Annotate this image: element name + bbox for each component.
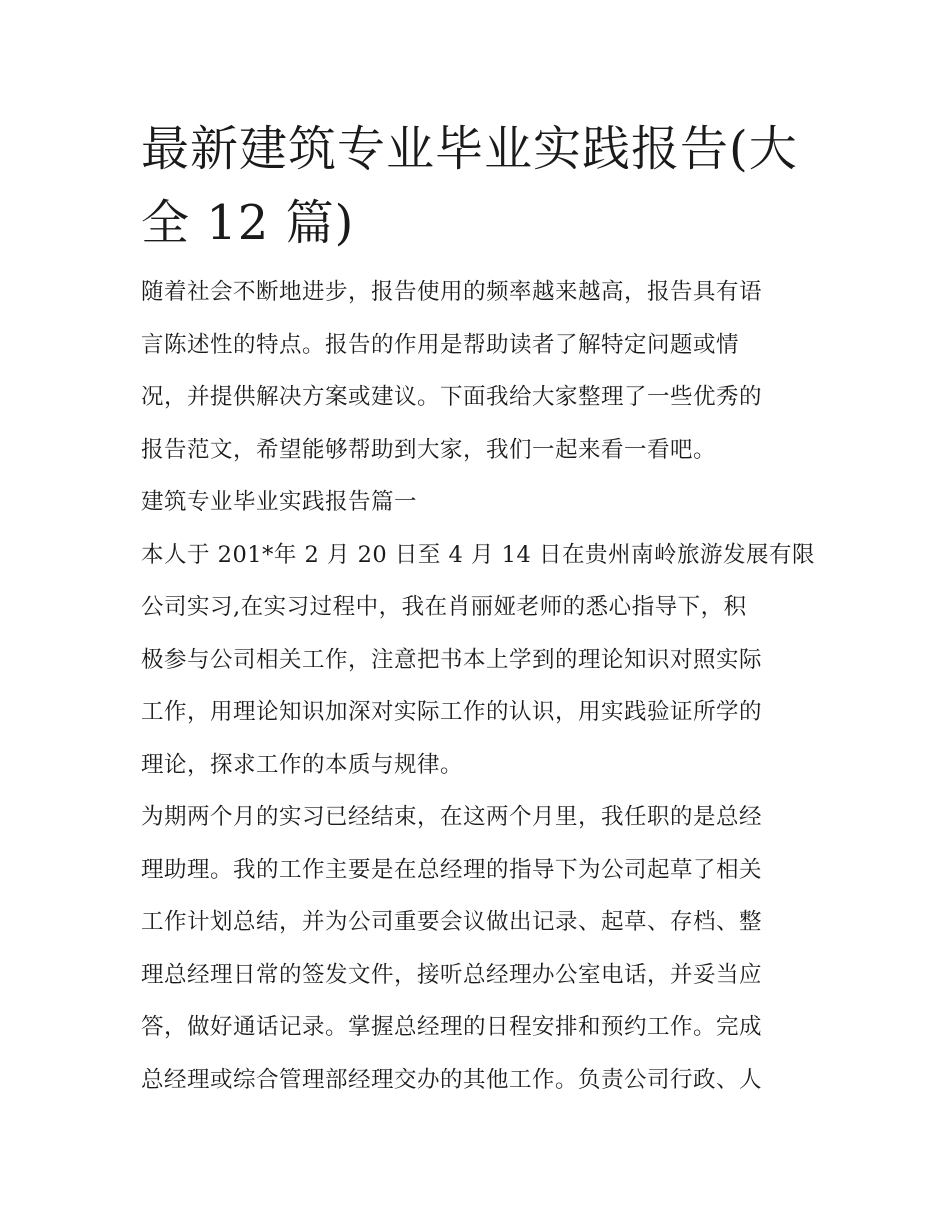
body-line: 公司实习,在实习过程中，我在肖丽娅老师的悉心指导下，积 [141, 594, 747, 620]
intro-line: 言陈述性的特点。报告的作用是帮助读者了解特定问题或情 [141, 331, 740, 358]
document-title [141, 112, 813, 260]
intro-line: 随着社会不断地进步，报告使用的频率越来越高，报告具有语 [141, 279, 763, 305]
intro-line: 况，并提供解决方案或建议。下面我给大家整理了一些优秀的 [141, 384, 763, 410]
body-line: 理论，探求工作的本质与规律。 [141, 751, 464, 778]
body-paragraph-2 [141, 791, 813, 1106]
body-paragraph-1 [141, 529, 813, 792]
section-heading-text: 建筑专业毕业实践报告篇一 [141, 489, 418, 515]
body-line: 工作计划总结，并为公司重要会议做出记录、起草、存档、整 [141, 909, 763, 935]
body-line: 理助理。我的工作主要是在总经理的指导下为公司起草了相关 [141, 856, 763, 883]
title-line-2: 全 12 篇) [141, 195, 355, 251]
title-line-1: 最新建筑专业毕业实践报告(大 [141, 121, 798, 177]
body-line: 工作，用理论知识加深对实际工作的认识，用实践验证所学的 [141, 699, 763, 725]
document-page [141, 112, 813, 1106]
body-line: 答，做好通话记录。掌握总经理的日程安排和预约工作。完成 [141, 1014, 763, 1040]
body-line: 极参与公司相关工作，注意把书本上学到的理论知识对照实际 [141, 646, 763, 673]
body-line: 为期两个月的实习已经结束，在这两个月里，我任职的是总经 [141, 804, 763, 830]
intro-paragraph [141, 266, 813, 476]
section-heading [141, 476, 813, 529]
body-line: 理总经理日常的签发文件，接听总经理办公室电话，并妥当应 [141, 961, 763, 988]
body-line: 总经理或综合管理部经理交办的其他工作。负责公司行政、人 [141, 1066, 763, 1093]
intro-line: 报告范文，希望能够帮助到大家，我们一起来看一看吧。 [141, 436, 717, 463]
body-line: 本人于 201*年 2 月 20 日至 4 月 14 日在贵州南岭旅游发展有限 [141, 541, 815, 568]
